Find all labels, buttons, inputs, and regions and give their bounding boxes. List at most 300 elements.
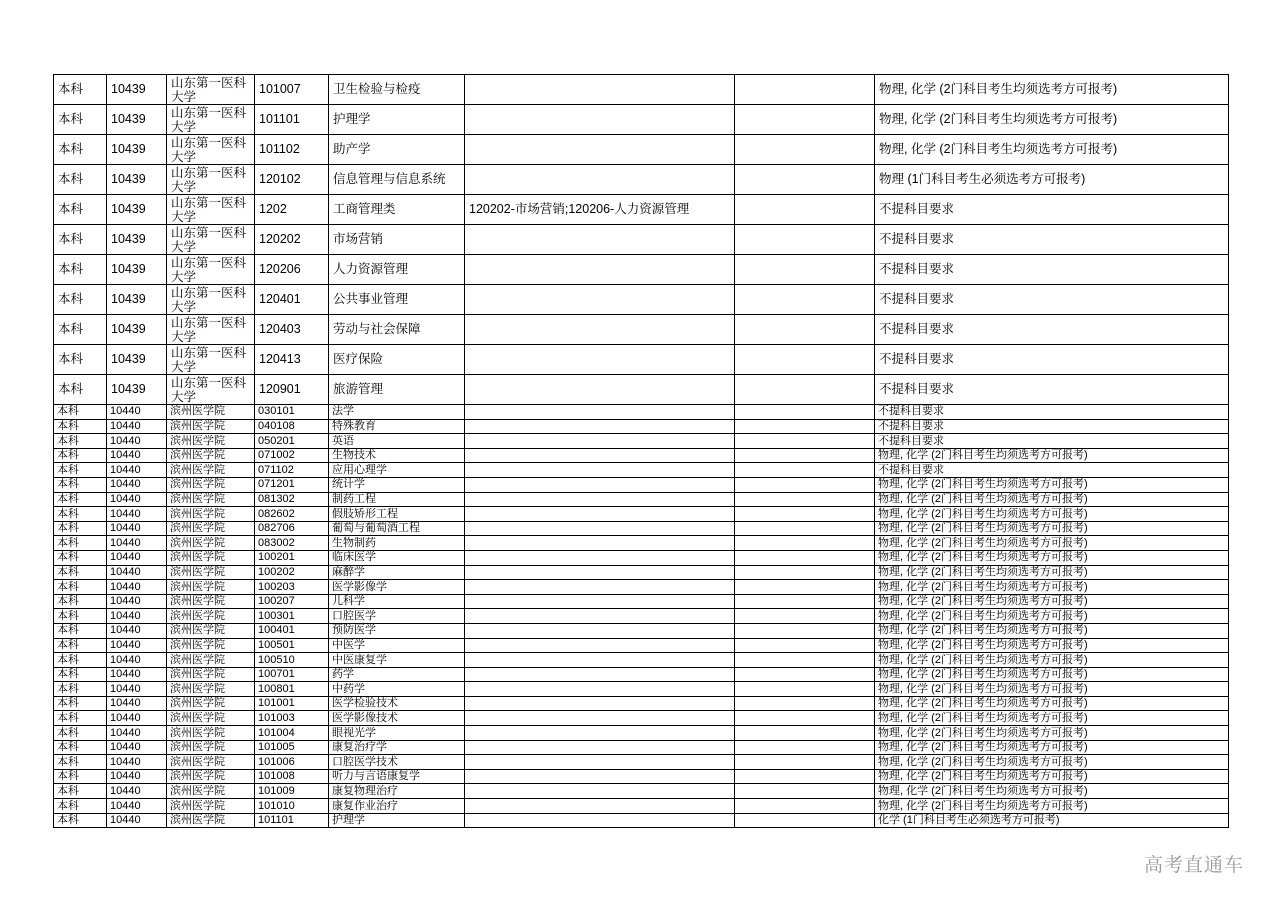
cell-school-code: 10440 xyxy=(107,638,167,653)
cell-note xyxy=(735,135,875,165)
cell-major-code: 100510 xyxy=(255,653,329,668)
cell-major-name: 劳动与社会保障 xyxy=(329,315,465,345)
cell-major-detail xyxy=(465,345,735,375)
cell-major-name: 口腔医学 xyxy=(329,609,465,624)
table-row xyxy=(54,813,1229,828)
table-row xyxy=(54,536,1229,551)
cell-major-code: 100203 xyxy=(255,580,329,595)
table-row xyxy=(54,75,1229,105)
cell-level: 本科 xyxy=(54,565,107,580)
cell-subject-requirement: 物理, 化学 (2门科目考生均须选考方可报考) xyxy=(875,769,1229,784)
cell-school-code: 10440 xyxy=(107,580,167,595)
cell-subject-requirement: 物理, 化学 (2门科目考生均须选考方可报考) xyxy=(875,623,1229,638)
cell-major-code: 100207 xyxy=(255,594,329,609)
cell-level: 本科 xyxy=(54,609,107,624)
cell-level: 本科 xyxy=(54,726,107,741)
cell-major-detail xyxy=(465,696,735,711)
cell-major-detail xyxy=(465,477,735,492)
watermark-text: 高考直通车 xyxy=(1143,854,1244,876)
cell-school-code: 10440 xyxy=(107,448,167,463)
cell-major-name: 护理学 xyxy=(329,105,465,135)
cell-school-name: 山东第一医科大学 xyxy=(167,345,255,375)
cell-major-name: 康复作业治疗 xyxy=(329,799,465,814)
cell-note xyxy=(735,492,875,507)
cell-subject-requirement: 不提科目要求 xyxy=(875,419,1229,434)
cell-school-name: 滨州医学院 xyxy=(167,740,255,755)
cell-major-detail xyxy=(465,740,735,755)
cell-major-code: 071201 xyxy=(255,477,329,492)
cell-note xyxy=(735,536,875,551)
cell-note xyxy=(735,285,875,315)
cell-major-detail xyxy=(465,434,735,449)
cell-level: 本科 xyxy=(54,536,107,551)
cell-school-code: 10440 xyxy=(107,696,167,711)
cell-subject-requirement: 物理, 化学 (2门科目考生均须选考方可报考) xyxy=(875,653,1229,668)
cell-subject-requirement: 物理, 化学 (2门科目考生均须选考方可报考) xyxy=(875,135,1229,165)
cell-major-detail xyxy=(465,755,735,770)
table-row xyxy=(54,105,1229,135)
cell-school-name: 滨州医学院 xyxy=(167,521,255,536)
cell-major-detail xyxy=(465,638,735,653)
cell-subject-requirement: 物理, 化学 (2门科目考生均须选考方可报考) xyxy=(875,565,1229,580)
cell-note xyxy=(735,75,875,105)
cell-subject-requirement: 物理, 化学 (2门科目考生均须选考方可报考) xyxy=(875,609,1229,624)
cell-school-code: 10439 xyxy=(107,165,167,195)
cell-major-code: 100201 xyxy=(255,550,329,565)
cell-school-name: 滨州医学院 xyxy=(167,726,255,741)
cell-level: 本科 xyxy=(54,434,107,449)
cell-school-code: 10440 xyxy=(107,711,167,726)
cell-major-name: 康复物理治疗 xyxy=(329,784,465,799)
cell-school-name: 滨州医学院 xyxy=(167,813,255,828)
cell-school-name: 滨州医学院 xyxy=(167,696,255,711)
cell-note xyxy=(735,711,875,726)
cell-major-code: 100801 xyxy=(255,682,329,697)
cell-major-detail xyxy=(465,315,735,345)
cell-note xyxy=(735,375,875,405)
cell-note xyxy=(735,609,875,624)
cell-major-detail xyxy=(465,225,735,255)
cell-subject-requirement: 不提科目要求 xyxy=(875,255,1229,285)
cell-major-code: 050201 xyxy=(255,434,329,449)
cell-major-name: 护理学 xyxy=(329,813,465,828)
table-row xyxy=(54,667,1229,682)
table-row xyxy=(54,225,1229,255)
cell-major-detail xyxy=(465,653,735,668)
cell-level: 本科 xyxy=(54,448,107,463)
table-row xyxy=(54,565,1229,580)
cell-major-name: 儿科学 xyxy=(329,594,465,609)
cell-major-code: 120401 xyxy=(255,285,329,315)
table-row xyxy=(54,550,1229,565)
cell-major-code: 101010 xyxy=(255,799,329,814)
cell-major-name: 口腔医学技术 xyxy=(329,755,465,770)
cell-major-name: 人力资源管理 xyxy=(329,255,465,285)
cell-level: 本科 xyxy=(54,696,107,711)
cell-school-code: 10440 xyxy=(107,667,167,682)
cell-major-detail xyxy=(465,255,735,285)
table-row xyxy=(54,375,1229,405)
cell-major-code: 120403 xyxy=(255,315,329,345)
cell-note xyxy=(735,813,875,828)
table-row xyxy=(54,740,1229,755)
table-row xyxy=(54,799,1229,814)
cell-school-name: 山东第一医科大学 xyxy=(167,165,255,195)
cell-major-detail xyxy=(465,105,735,135)
table-row xyxy=(54,255,1229,285)
cell-school-code: 10440 xyxy=(107,740,167,755)
cell-major-name: 制药工程 xyxy=(329,492,465,507)
cell-major-detail xyxy=(465,448,735,463)
cell-major-detail xyxy=(465,165,735,195)
majors-table xyxy=(53,74,1229,828)
cell-major-name: 康复治疗学 xyxy=(329,740,465,755)
cell-subject-requirement: 物理, 化学 (2门科目考生均须选考方可报考) xyxy=(875,784,1229,799)
cell-school-code: 10440 xyxy=(107,405,167,420)
cell-school-name: 滨州医学院 xyxy=(167,653,255,668)
table-row xyxy=(54,594,1229,609)
cell-level: 本科 xyxy=(54,419,107,434)
table-row xyxy=(54,682,1229,697)
cell-major-detail xyxy=(465,536,735,551)
cell-level: 本科 xyxy=(54,740,107,755)
cell-note xyxy=(735,565,875,580)
cell-subject-requirement: 不提科目要求 xyxy=(875,345,1229,375)
cell-school-code: 10440 xyxy=(107,594,167,609)
cell-major-detail xyxy=(465,667,735,682)
cell-major-name: 麻醉学 xyxy=(329,565,465,580)
cell-subject-requirement: 物理, 化学 (2门科目考生均须选考方可报考) xyxy=(875,507,1229,522)
table-row xyxy=(54,638,1229,653)
cell-level: 本科 xyxy=(54,507,107,522)
cell-major-name: 公共事业管理 xyxy=(329,285,465,315)
cell-level: 本科 xyxy=(54,813,107,828)
cell-level: 本科 xyxy=(54,463,107,478)
cell-subject-requirement: 不提科目要求 xyxy=(875,195,1229,225)
table-row xyxy=(54,345,1229,375)
cell-subject-requirement: 物理, 化学 (2门科目考生均须选考方可报考) xyxy=(875,448,1229,463)
cell-note xyxy=(735,225,875,255)
cell-level: 本科 xyxy=(54,755,107,770)
cell-school-code: 10439 xyxy=(107,255,167,285)
cell-subject-requirement: 物理, 化学 (2门科目考生均须选考方可报考) xyxy=(875,75,1229,105)
table-row xyxy=(54,726,1229,741)
cell-major-name: 医学检验技术 xyxy=(329,696,465,711)
cell-major-code: 101006 xyxy=(255,755,329,770)
cell-school-code: 10439 xyxy=(107,75,167,105)
cell-major-name: 中药学 xyxy=(329,682,465,697)
cell-major-detail xyxy=(465,580,735,595)
cell-note xyxy=(735,623,875,638)
cell-level: 本科 xyxy=(54,375,107,405)
cell-level: 本科 xyxy=(54,667,107,682)
cell-major-detail xyxy=(465,375,735,405)
cell-school-code: 10440 xyxy=(107,521,167,536)
table-row xyxy=(54,609,1229,624)
cell-subject-requirement: 不提科目要求 xyxy=(875,434,1229,449)
cell-school-code: 10439 xyxy=(107,345,167,375)
cell-note xyxy=(735,521,875,536)
cell-school-code: 10440 xyxy=(107,755,167,770)
cell-level: 本科 xyxy=(54,165,107,195)
cell-subject-requirement: 物理 (1门科目考生必须选考方可报考) xyxy=(875,165,1229,195)
cell-level: 本科 xyxy=(54,345,107,375)
cell-note xyxy=(735,463,875,478)
cell-level: 本科 xyxy=(54,653,107,668)
cell-note xyxy=(735,448,875,463)
cell-subject-requirement: 不提科目要求 xyxy=(875,375,1229,405)
cell-note xyxy=(735,726,875,741)
cell-major-code: 101001 xyxy=(255,696,329,711)
cell-level: 本科 xyxy=(54,521,107,536)
cell-note xyxy=(735,550,875,565)
cell-level: 本科 xyxy=(54,285,107,315)
cell-major-name: 预防医学 xyxy=(329,623,465,638)
cell-major-code: 101008 xyxy=(255,769,329,784)
cell-school-code: 10440 xyxy=(107,653,167,668)
cell-school-code: 10440 xyxy=(107,536,167,551)
cell-major-code: 120202 xyxy=(255,225,329,255)
cell-school-name: 滨州医学院 xyxy=(167,419,255,434)
cell-major-code: 101101 xyxy=(255,105,329,135)
cell-note xyxy=(735,638,875,653)
cell-level: 本科 xyxy=(54,135,107,165)
cell-note xyxy=(735,255,875,285)
cell-school-code: 10440 xyxy=(107,609,167,624)
table-row xyxy=(54,653,1229,668)
cell-subject-requirement: 物理, 化学 (2门科目考生均须选考方可报考) xyxy=(875,667,1229,682)
cell-school-code: 10440 xyxy=(107,550,167,565)
table-row xyxy=(54,434,1229,449)
cell-school-name: 滨州医学院 xyxy=(167,784,255,799)
cell-major-detail xyxy=(465,405,735,420)
cell-school-code: 10440 xyxy=(107,799,167,814)
cell-major-detail xyxy=(465,75,735,105)
cell-level: 本科 xyxy=(54,105,107,135)
cell-school-name: 山东第一医科大学 xyxy=(167,315,255,345)
cell-school-code: 10440 xyxy=(107,784,167,799)
table-row xyxy=(54,135,1229,165)
table-row xyxy=(54,477,1229,492)
cell-major-detail xyxy=(465,550,735,565)
cell-subject-requirement: 物理, 化学 (2门科目考生均须选考方可报考) xyxy=(875,726,1229,741)
cell-school-name: 滨州医学院 xyxy=(167,405,255,420)
cell-school-code: 10439 xyxy=(107,225,167,255)
cell-level: 本科 xyxy=(54,594,107,609)
cell-major-detail xyxy=(465,784,735,799)
cell-level: 本科 xyxy=(54,75,107,105)
cell-major-name: 卫生检验与检疫 xyxy=(329,75,465,105)
cell-major-code: 101007 xyxy=(255,75,329,105)
cell-major-code: 101009 xyxy=(255,784,329,799)
cell-school-name: 滨州医学院 xyxy=(167,594,255,609)
cell-school-name: 滨州医学院 xyxy=(167,477,255,492)
cell-major-name: 旅游管理 xyxy=(329,375,465,405)
cell-major-detail xyxy=(465,419,735,434)
cell-level: 本科 xyxy=(54,638,107,653)
cell-major-name: 工商管理类 xyxy=(329,195,465,225)
cell-major-name: 应用心理学 xyxy=(329,463,465,478)
cell-school-name: 滨州医学院 xyxy=(167,507,255,522)
cell-subject-requirement: 物理, 化学 (2门科目考生均须选考方可报考) xyxy=(875,536,1229,551)
cell-major-code: 101003 xyxy=(255,711,329,726)
table-row xyxy=(54,521,1229,536)
cell-school-name: 山东第一医科大学 xyxy=(167,285,255,315)
cell-level: 本科 xyxy=(54,225,107,255)
cell-major-detail xyxy=(465,285,735,315)
table-row xyxy=(54,448,1229,463)
cell-major-detail xyxy=(465,623,735,638)
cell-subject-requirement: 物理, 化学 (2门科目考生均须选考方可报考) xyxy=(875,638,1229,653)
cell-school-code: 10440 xyxy=(107,813,167,828)
table-row xyxy=(54,755,1229,770)
cell-major-name: 特殊教育 xyxy=(329,419,465,434)
cell-level: 本科 xyxy=(54,255,107,285)
cell-school-name: 滨州医学院 xyxy=(167,711,255,726)
cell-major-code: 101005 xyxy=(255,740,329,755)
cell-major-name: 听力与言语康复学 xyxy=(329,769,465,784)
cell-major-name: 中医学 xyxy=(329,638,465,653)
cell-major-code: 101101 xyxy=(255,813,329,828)
cell-major-code: 101004 xyxy=(255,726,329,741)
cell-major-code: 120206 xyxy=(255,255,329,285)
cell-school-code: 10440 xyxy=(107,682,167,697)
cell-school-code: 10440 xyxy=(107,726,167,741)
cell-major-code: 100301 xyxy=(255,609,329,624)
cell-major-code: 120901 xyxy=(255,375,329,405)
cell-school-name: 山东第一医科大学 xyxy=(167,255,255,285)
cell-school-name: 山东第一医科大学 xyxy=(167,225,255,255)
cell-school-code: 10440 xyxy=(107,507,167,522)
cell-note xyxy=(735,755,875,770)
cell-major-code: 071002 xyxy=(255,448,329,463)
cell-level: 本科 xyxy=(54,492,107,507)
cell-school-name: 滨州医学院 xyxy=(167,448,255,463)
cell-subject-requirement: 物理, 化学 (2门科目考生均须选考方可报考) xyxy=(875,696,1229,711)
cell-note xyxy=(735,345,875,375)
cell-note xyxy=(735,799,875,814)
cell-note xyxy=(735,696,875,711)
cell-subject-requirement: 物理, 化学 (2门科目考生均须选考方可报考) xyxy=(875,521,1229,536)
cell-subject-requirement: 物理, 化学 (2门科目考生均须选考方可报考) xyxy=(875,477,1229,492)
cell-major-detail xyxy=(465,682,735,697)
cell-major-code: 071102 xyxy=(255,463,329,478)
cell-major-code: 100701 xyxy=(255,667,329,682)
cell-note xyxy=(735,784,875,799)
table-row xyxy=(54,405,1229,420)
table-row xyxy=(54,507,1229,522)
cell-major-name: 医疗保险 xyxy=(329,345,465,375)
cell-note xyxy=(735,740,875,755)
cell-school-code: 10439 xyxy=(107,135,167,165)
cell-subject-requirement: 物理, 化学 (2门科目考生均须选考方可报考) xyxy=(875,682,1229,697)
cell-school-code: 10439 xyxy=(107,315,167,345)
cell-major-name: 中医康复学 xyxy=(329,653,465,668)
cell-major-detail xyxy=(465,521,735,536)
cell-note xyxy=(735,477,875,492)
cell-major-name: 统计学 xyxy=(329,477,465,492)
cell-level: 本科 xyxy=(54,315,107,345)
cell-level: 本科 xyxy=(54,711,107,726)
cell-level: 本科 xyxy=(54,550,107,565)
cell-subject-requirement: 不提科目要求 xyxy=(875,285,1229,315)
table-row xyxy=(54,623,1229,638)
cell-level: 本科 xyxy=(54,623,107,638)
cell-school-name: 滨州医学院 xyxy=(167,434,255,449)
cell-note xyxy=(735,769,875,784)
cell-school-name: 山东第一医科大学 xyxy=(167,375,255,405)
cell-major-name: 药学 xyxy=(329,667,465,682)
table-row xyxy=(54,315,1229,345)
cell-major-code: 040108 xyxy=(255,419,329,434)
cell-major-name: 眼视光学 xyxy=(329,726,465,741)
cell-school-name: 滨州医学院 xyxy=(167,799,255,814)
cell-major-name: 生物技术 xyxy=(329,448,465,463)
cell-major-code: 081302 xyxy=(255,492,329,507)
cell-school-name: 滨州医学院 xyxy=(167,638,255,653)
cell-school-name: 山东第一医科大学 xyxy=(167,135,255,165)
cell-school-code: 10439 xyxy=(107,105,167,135)
cell-major-detail xyxy=(465,769,735,784)
cell-major-name: 英语 xyxy=(329,434,465,449)
cell-subject-requirement: 不提科目要求 xyxy=(875,405,1229,420)
cell-school-name: 山东第一医科大学 xyxy=(167,195,255,225)
table-row xyxy=(54,285,1229,315)
cell-major-detail: 120202-市场营销;120206-人力资源管理 xyxy=(465,195,735,225)
table-row xyxy=(54,769,1229,784)
table-row xyxy=(54,580,1229,595)
cell-major-detail xyxy=(465,609,735,624)
cell-note xyxy=(735,507,875,522)
cell-school-name: 滨州医学院 xyxy=(167,769,255,784)
cell-level: 本科 xyxy=(54,405,107,420)
cell-level: 本科 xyxy=(54,784,107,799)
cell-school-code: 10440 xyxy=(107,419,167,434)
cell-school-name: 滨州医学院 xyxy=(167,463,255,478)
cell-level: 本科 xyxy=(54,195,107,225)
cell-note xyxy=(735,195,875,225)
cell-subject-requirement: 不提科目要求 xyxy=(875,315,1229,345)
cell-school-name: 山东第一医科大学 xyxy=(167,75,255,105)
cell-major-name: 葡萄与葡萄酒工程 xyxy=(329,521,465,536)
cell-note xyxy=(735,419,875,434)
cell-school-name: 滨州医学院 xyxy=(167,755,255,770)
cell-major-name: 市场营销 xyxy=(329,225,465,255)
cell-school-code: 10439 xyxy=(107,195,167,225)
cell-school-name: 滨州医学院 xyxy=(167,492,255,507)
cell-major-detail xyxy=(465,594,735,609)
cell-school-name: 滨州医学院 xyxy=(167,682,255,697)
cell-note xyxy=(735,105,875,135)
cell-major-detail xyxy=(465,711,735,726)
cell-major-code: 120102 xyxy=(255,165,329,195)
cell-major-detail xyxy=(465,507,735,522)
table-row xyxy=(54,463,1229,478)
cell-subject-requirement: 物理, 化学 (2门科目考生均须选考方可报考) xyxy=(875,105,1229,135)
cell-school-name: 滨州医学院 xyxy=(167,536,255,551)
cell-school-code: 10440 xyxy=(107,434,167,449)
cell-school-code: 10440 xyxy=(107,623,167,638)
cell-note xyxy=(735,667,875,682)
cell-subject-requirement: 不提科目要求 xyxy=(875,463,1229,478)
cell-subject-requirement: 化学 (1门科目考生必须选考方可报考) xyxy=(875,813,1229,828)
cell-major-detail xyxy=(465,492,735,507)
cell-subject-requirement: 物理, 化学 (2门科目考生均须选考方可报考) xyxy=(875,594,1229,609)
cell-level: 本科 xyxy=(54,477,107,492)
cell-subject-requirement: 不提科目要求 xyxy=(875,225,1229,255)
cell-school-code: 10440 xyxy=(107,769,167,784)
cell-subject-requirement: 物理, 化学 (2门科目考生均须选考方可报考) xyxy=(875,550,1229,565)
